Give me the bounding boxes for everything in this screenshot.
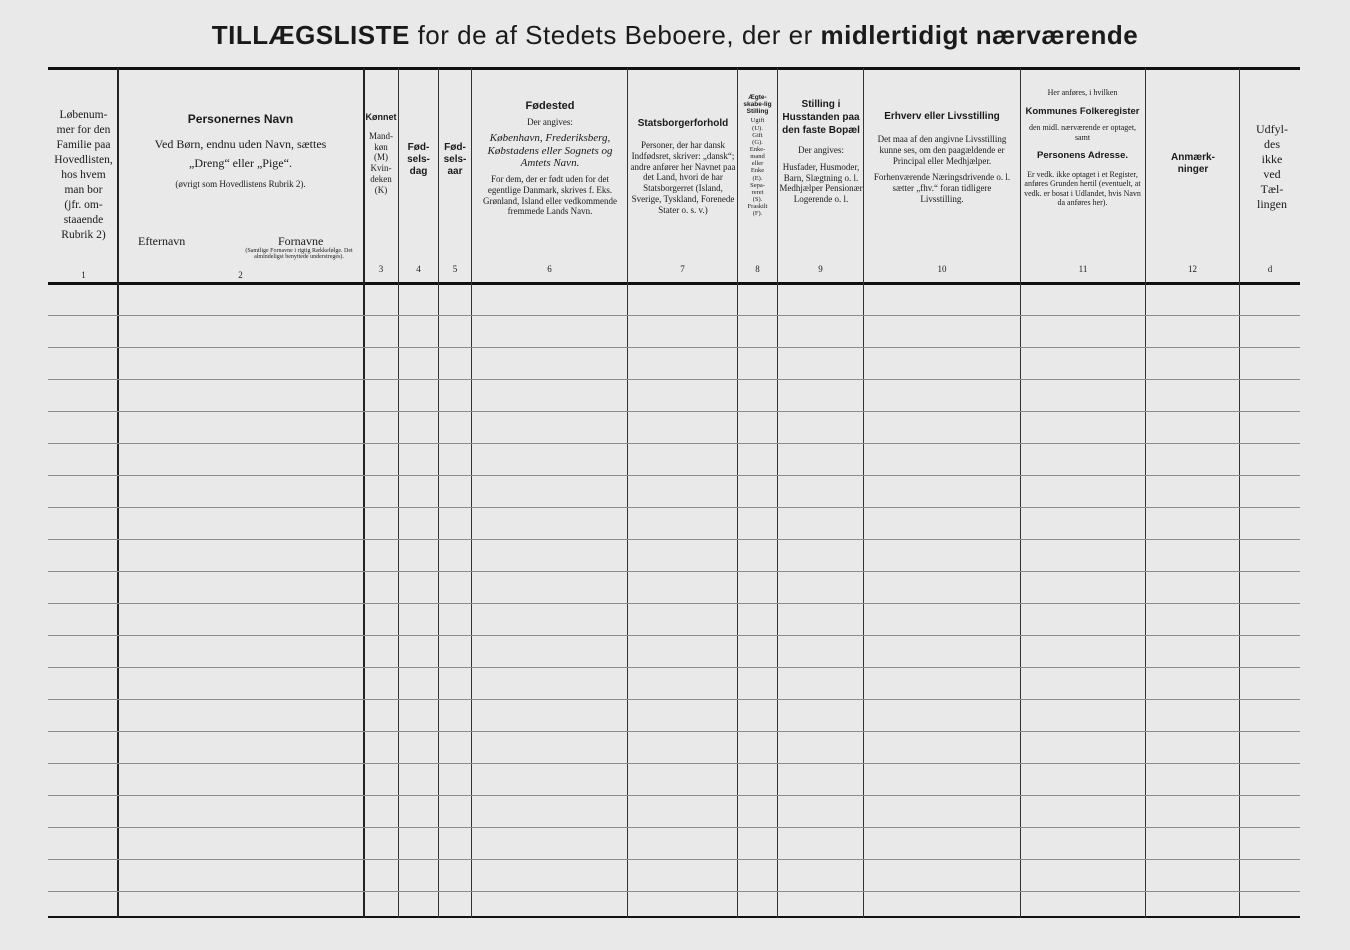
- col8-line: (F).: [752, 210, 763, 218]
- cold-line: ikke: [1261, 152, 1283, 166]
- col8-header: [738, 92, 777, 254]
- title-part3: midlertidigt nærværende: [820, 20, 1139, 50]
- col3-line: Kvin-: [370, 163, 392, 174]
- col-number: 12: [1188, 264, 1197, 274]
- col1-line: Hovedlisten,: [54, 153, 113, 166]
- col7-text: Personer, der har dansk Indfødsret, skriver: „dansk“; andre anfører her Navnet paa det Land, hvori de har Statsborgerret (Island, Sverige, Tyskland, Forenede Stater o. s. v.): [630, 140, 736, 215]
- column-divider: [863, 68, 864, 918]
- col8-line: (G).: [752, 138, 763, 146]
- col8-line: eller: [751, 160, 764, 168]
- col7-header: [630, 116, 736, 226]
- col11-text2: Er vedk. ikke optaget i et Register, anføres Grunden hertil (eventuelt, at vedk. er bosat i Udlandet, hvis Navn da anføres her).: [1024, 169, 1141, 208]
- col8-line: Gift: [752, 131, 763, 139]
- cold-line: Tæl-: [1260, 182, 1284, 196]
- col11-pre: Her anføres, i hvilken: [1047, 88, 1118, 97]
- col10-header: [873, 108, 1011, 238]
- col8-line: Ugift: [750, 117, 765, 125]
- col-number: 2: [238, 270, 243, 280]
- col2-sub-right-note: (Samtlige Fornavne i rigtig Rækkefølge. Det almindeligst benyttede understreges).: [245, 248, 353, 261]
- col2-sub-left: Efternavn: [138, 234, 186, 248]
- col2-header: [120, 110, 361, 210]
- col1-line: Familie paa: [56, 138, 111, 151]
- col8-line: (U).: [752, 124, 763, 132]
- col11-heading: Kommunes Folkeregister: [1025, 105, 1140, 117]
- col8-line: Fraskilt: [747, 203, 768, 211]
- col1-line: man bor: [64, 183, 103, 196]
- col3-header: [364, 110, 398, 230]
- col2-text2: „Dreng“ eller „Pige“.: [189, 156, 292, 170]
- col1-header: [50, 100, 117, 250]
- column-divider: [1239, 68, 1240, 918]
- col10-text1: Det maa af den angivne Livsstilling kunne ses, om den paagældende er Principal eller Medhjælper.: [877, 134, 1007, 166]
- col-number: 7: [680, 264, 685, 274]
- col1-line: Rubrik 2): [61, 228, 106, 241]
- col12-heading: Anmærk-ninger: [1171, 152, 1215, 175]
- col11-heading2: Personens Adresse.: [1037, 150, 1128, 162]
- cold-line: des: [1264, 137, 1280, 151]
- col6-heading: Fødested: [525, 100, 575, 112]
- col9-heading: Stilling i Husstanden paa den faste Bopæl: [782, 99, 860, 136]
- col10-text2: Forhenværende Næringsdrivende o. l. sætter „fhv.“ foran tidligere Livsstilling.: [873, 172, 1011, 204]
- col8-line: mand: [750, 153, 765, 161]
- title-part1: TILLÆGSLISTE: [211, 20, 410, 50]
- col5-header: [439, 140, 471, 200]
- col3-line: deken: [370, 173, 392, 184]
- col2-text1: Ved Børn, endnu uden Navn, sættes: [154, 137, 327, 151]
- col3-line: (K): [374, 184, 388, 195]
- col2-sub-right: Fornavne: [278, 234, 324, 248]
- col-number: 9: [818, 264, 823, 274]
- page-title: [0, 20, 1350, 51]
- col8-line: (E).: [752, 174, 763, 182]
- cold-header: [1242, 122, 1302, 222]
- col-number: 1: [81, 270, 86, 280]
- col10-heading: Erhverv eller Livsstilling: [884, 111, 1000, 122]
- col6-italic: København, Frederiksberg, Købstadens eller Sognets og Amtets Navn.: [487, 131, 613, 170]
- header-bottom-rule: [48, 282, 1300, 285]
- col8-line: reret: [751, 188, 764, 196]
- col8-line: Enke-: [749, 145, 766, 153]
- col5-heading: Fød-sels-aar: [443, 142, 467, 177]
- col-number: 3: [378, 264, 384, 274]
- col1-line: (jfr. om-: [64, 198, 103, 211]
- col12-header: [1160, 150, 1226, 190]
- col2-text3: (øvrigt som Hovedlistens Rubrik 2).: [175, 179, 306, 189]
- col4-header: [399, 140, 438, 200]
- col11-header: [1024, 86, 1141, 256]
- bottom-rule: [48, 916, 1300, 918]
- column-divider: [471, 68, 472, 918]
- top-rule: [48, 67, 1300, 70]
- cold-line: Udfyl-: [1256, 122, 1288, 136]
- col3-line: køn: [374, 141, 388, 152]
- cold-line: ved: [1263, 167, 1281, 181]
- col1-line: staaende: [63, 213, 104, 226]
- col-number: 6: [547, 264, 552, 274]
- col6-sub: Der angives:: [527, 117, 573, 128]
- col3-heading: Kønnet: [365, 112, 397, 122]
- col9-sub: Der angives:: [798, 145, 844, 155]
- col-number: d: [1267, 264, 1273, 274]
- col-number: 5: [452, 264, 458, 274]
- col-number: 4: [416, 264, 421, 274]
- col8-heading: Ægte-skabe-lig Stilling: [743, 94, 772, 116]
- col9-text: Husfader, Husmoder, Barn, Slægtning o. l. Medhjælper Pensionær Logerende o. l.: [779, 161, 863, 205]
- col-number: 8: [755, 264, 760, 274]
- col2-heading: Personernes Navn: [187, 112, 294, 126]
- col9-header: [779, 96, 863, 246]
- col8-line: Sepa-: [750, 181, 765, 189]
- col1-line: hos hvem: [61, 168, 106, 181]
- column-divider: [117, 68, 119, 918]
- column-divider: [777, 68, 778, 918]
- col-number: 10: [937, 264, 947, 274]
- col7-heading: Statsborgerforhold: [637, 118, 729, 129]
- col1-line: Løbenum-: [59, 108, 108, 121]
- column-divider: [1145, 68, 1146, 918]
- col6-header: [478, 98, 622, 248]
- col8-line: (S).: [752, 195, 763, 203]
- title-part2: for de af Stedets Beboere, der er: [417, 20, 813, 50]
- col6-text: For dem, der er født uden for det egentlige Danmark, skrives f. Eks. Grønland, Island eller vedkommende fremmede Lands Navn.: [483, 173, 617, 217]
- col11-text1: den midl. nærværende er optaget, samt: [1028, 122, 1137, 142]
- col3-line: Mand-: [369, 130, 393, 141]
- col4-heading: Fød-sels-dag: [407, 142, 430, 177]
- column-divider: [627, 68, 628, 918]
- col3-line: (M): [374, 152, 388, 163]
- cold-line: lingen: [1257, 197, 1287, 211]
- col-number: 11: [1078, 264, 1088, 274]
- col1-line: mer for den: [56, 123, 111, 136]
- column-divider: [1020, 68, 1021, 918]
- col8-line: Enke: [750, 167, 765, 175]
